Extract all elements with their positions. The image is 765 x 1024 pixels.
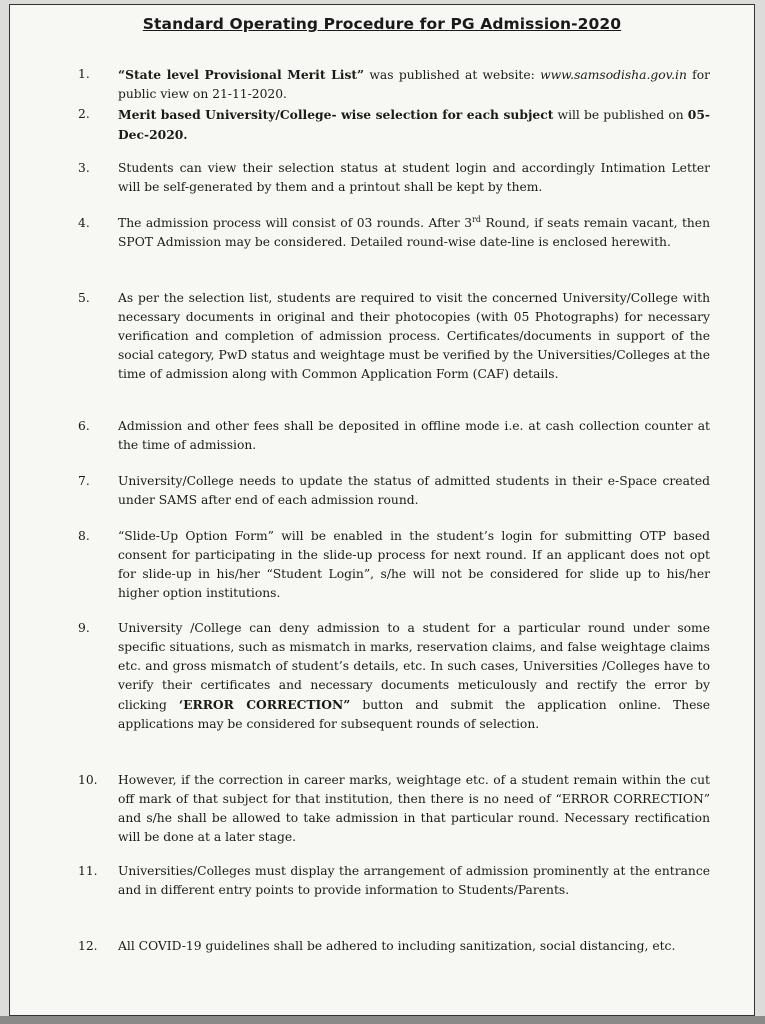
text-segment: University /College can deny admission to a student for a particular round under some specific situations, such as mismatch in marks, reservation claims, and false weightage claims etc. and gross mismatch of student’s details, etc. In such cases, Universities /Colleges have to verify their certificates and necessary documents meticulously and rectify the error by clicking xyxy=(118,621,710,712)
text-segment: Merit based University/College- wise selection for each subject xyxy=(118,107,554,122)
list-item-text xyxy=(118,619,710,734)
text-segment: 05-Dec-2020. xyxy=(118,107,710,142)
bottom-edge xyxy=(0,1016,765,1024)
list-item-number: 8. xyxy=(78,529,90,543)
text-segment: was published at website: xyxy=(364,68,541,82)
list-item-text xyxy=(118,105,710,145)
text-segment: will be published on xyxy=(553,108,688,122)
text-segment: Admission and other fees shall be deposited in offline mode i.e. at cash collection counter at the time of admission. xyxy=(118,419,710,452)
document-title: Standard Operating Procedure for PG Admission-2020 xyxy=(142,15,622,33)
text-segment: As per the selection list, students are required to visit the concerned University/College with necessary documents in original and their photocopies (with 05 Photographs) for necessary verification and completion of admission process. Certificates/documents in support of the social category, PwD status and weightage must be verified by the Universities/Colleges at the time of admission along with Common Application Form (CAF) details. xyxy=(118,291,710,381)
text-segment: rd xyxy=(472,214,482,224)
text-segment: All COVID-19 guidelines shall be adhered to including sanitization, social distancing, etc. xyxy=(118,939,676,953)
text-segment: Round, if seats remain vacant, then SPOT Admission may be considered. Detailed round-wise date-line is enclosed herewith. xyxy=(118,216,711,249)
text-segment: The admission process will consist of 03 rounds. After 3 xyxy=(118,216,473,230)
list-item-number: 4. xyxy=(78,216,90,230)
text-segment: However, if the correction in career marks, weightage etc. of a student remain within the cut off mark of that subject for that institution, then there is no need of “ERROR CORRECTION” and s/he shall be allowed to take admission in that particular round. Necessary rectification will be done at a later stage. xyxy=(118,773,710,844)
text-segment: “State level Provisional Merit List” xyxy=(118,67,365,82)
text-segment: Universities/Colleges must display the arrangement of admission prominently at the entrance and in different entry points to provide information to Students/Parents. xyxy=(118,864,710,897)
list-item-number: 2. xyxy=(78,107,90,121)
text-segment: for public view on 21-11-2020. xyxy=(118,68,710,101)
list-item-number: 11. xyxy=(78,864,98,878)
list-item-number: 10. xyxy=(78,773,98,787)
text-segment: ‘ERROR CORRECTION” xyxy=(178,697,351,712)
text-segment: University/College needs to update the status of admitted students in their e-Space created under SAMS after end of each admission round. xyxy=(118,474,710,507)
list-item-number: 3. xyxy=(78,161,90,175)
list-item-text xyxy=(118,771,710,847)
list-item-text xyxy=(118,527,710,603)
list-item-number: 5. xyxy=(78,291,90,305)
text-segment: Students can view their selection status at student login and accordingly Intimation Letter will be self-generated by them and a printout shall be kept by them. xyxy=(118,161,710,194)
list-item-text xyxy=(118,472,710,510)
list-item-number: 7. xyxy=(78,474,90,488)
list-item-text xyxy=(118,937,710,956)
list-item-number: 1. xyxy=(78,67,90,81)
list-item-text xyxy=(118,65,710,104)
list-item-number: 9. xyxy=(78,621,90,635)
list-item-text xyxy=(118,417,710,455)
text-segment: “Slide-Up Option Form” will be enabled in the student’s login for submitting OTP based consent for participating in the slide-up process for next round. If an applicant does not opt for slide-up in his/her “Student Login”, s/he will not be considered for slide up to his/her higher option institutions. xyxy=(118,529,710,600)
text-segment: button and submit the application online. These applications may be considered for subsequent rounds of selection. xyxy=(118,698,710,731)
text-segment: www.samsodisha.gov.in xyxy=(540,68,687,82)
list-item-text xyxy=(118,159,710,197)
list-item-number: 12. xyxy=(78,939,98,953)
list-item-text xyxy=(118,862,710,900)
list-item-text xyxy=(118,214,710,252)
document-page xyxy=(9,4,755,1016)
list-item-text xyxy=(118,289,710,384)
list-item-number: 6. xyxy=(78,419,90,433)
